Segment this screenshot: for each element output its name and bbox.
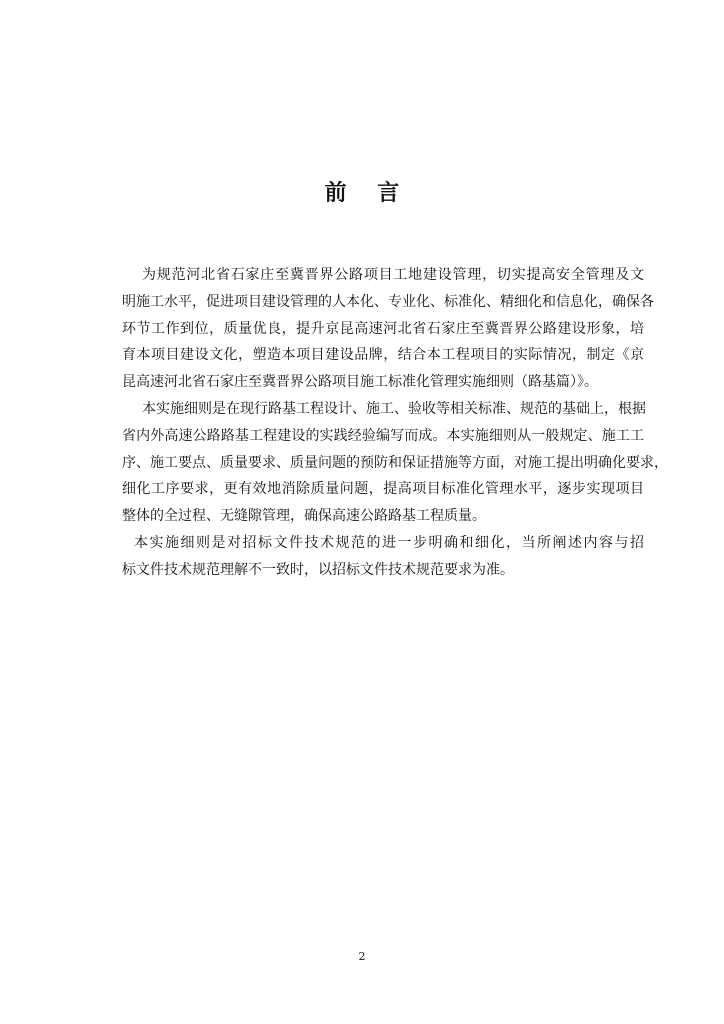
paragraph-2-line-4: 细化工序要求，更有效地消除质量问题，提高项目标准化管理水平，逐步实现项目 <box>122 481 644 498</box>
paragraph-1-line-5: 昆高速河北省石家庄至冀晋界公路项目施工标准化管理实施细则（路基篇）》。 <box>122 374 598 391</box>
paragraph-1-line-1: 为规范河北省石家庄至冀晋界公路项目工地建设管理，切实提高安全管理及文 <box>142 267 644 283</box>
paragraph-1-line-3: 环节工作到位，质量优良，提升京昆高速河北省石家庄至冀晋界公路建设形象，培 <box>122 320 644 337</box>
paragraph-3-line-1: 本实施细则是对招标文件技术规范的进一步明确和细化，当所阐述内容与招 <box>134 534 644 551</box>
page-title: 前 言 <box>324 181 400 206</box>
paragraph-1-line-2: 明施工水平，促进项目建设管理的人本化、专业化、标准化、精细化和信息化，确保各 <box>122 293 654 310</box>
paragraph-2-line-5: 整体的全过程、无缝隙管理，确保高速公路路基工程质量。 <box>122 508 486 525</box>
paragraph-2-line-1: 本实施细则是在现行路基工程设计、施工、验收等相关标准、规范的基础上，根据 <box>142 400 646 417</box>
paragraph-3-line-2: 标文件技术规范理解不一致时，以招标文件技术规范要求为准。 <box>122 561 514 578</box>
body-text <box>122 262 668 584</box>
paragraph-1-line-4: 育本项目建设文化，塑造本项目建设品牌，结合本工程项目的实际情况，制定《京 <box>122 347 644 364</box>
paragraph-2-line-3: 序、施工要点、质量要求、质量问题的预防和保证措施等方面，对施工提出明确化要求， <box>122 454 668 471</box>
page-number: 2 <box>358 950 366 963</box>
paragraph-2-line-2: 省内外高速公路路基工程建设的实践经验编写而成。本实施细则从一般规定、施工工 <box>122 427 644 444</box>
